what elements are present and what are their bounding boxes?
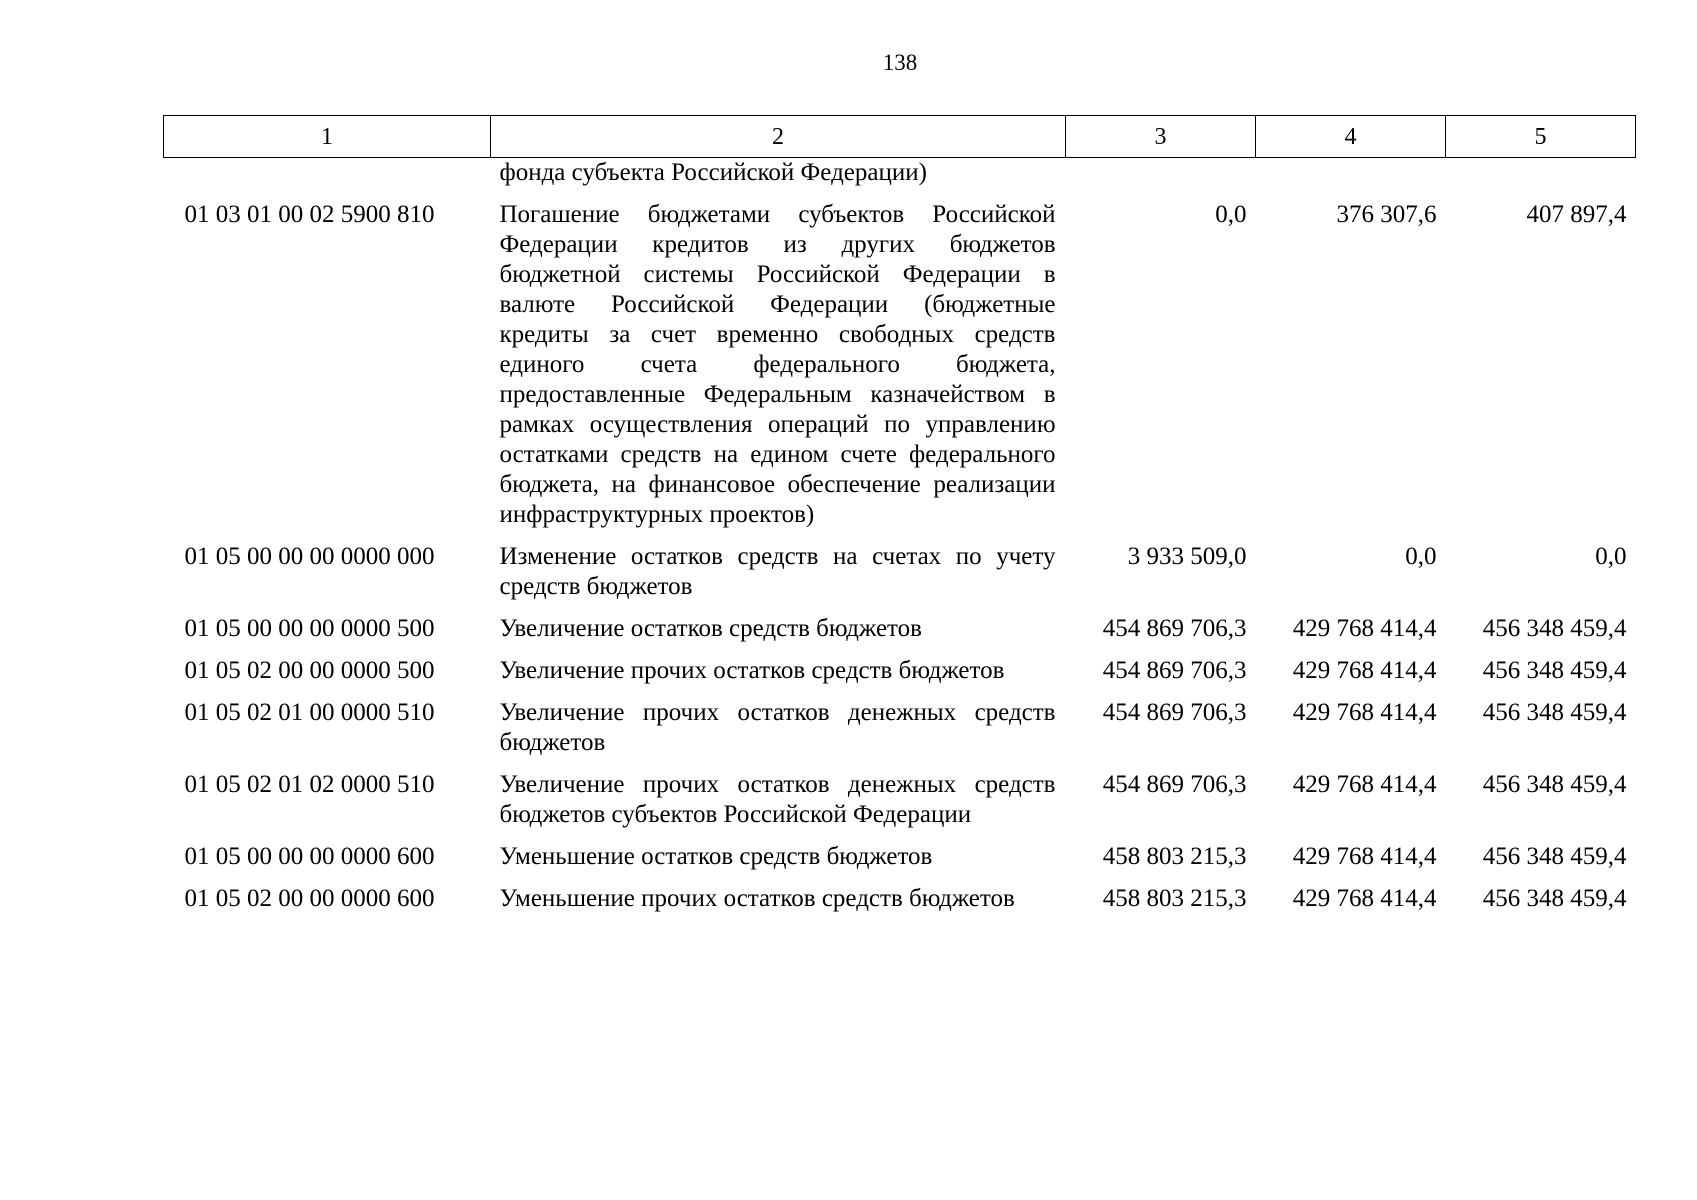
row-value-col5: 456 348 459,4 (1482, 615, 1627, 642)
row-value-col5: 456 348 459,4 (1482, 699, 1627, 726)
budget-sources-table (163, 115, 1636, 926)
continuation-row (164, 158, 1636, 201)
row-value-col5: 0,0 (1595, 543, 1627, 570)
row-name: Увеличение прочих остатков средств бюджетов (499, 657, 1005, 684)
row-value-col5: 456 348 459,4 (1482, 771, 1627, 798)
table-row (164, 842, 1636, 884)
column-header-4: 4 (1256, 116, 1446, 158)
row-value-col5: 456 348 459,4 (1482, 657, 1627, 684)
row-value-col3: 458 803 215,3 (1102, 885, 1247, 912)
row-name: Изменение остатков средств на счетах по учету средств бюджетов (499, 543, 1056, 600)
table-row (164, 200, 1636, 542)
continuation-code-cell (164, 158, 491, 201)
row-code: 01 05 02 01 00 0000 510 (184, 699, 435, 726)
row-value-col3: 3 933 509,0 (1127, 543, 1247, 570)
row-code: 01 03 01 00 02 5900 810 (184, 201, 435, 228)
row-code: 01 05 02 01 02 0000 510 (184, 771, 435, 798)
column-header-5: 5 (1446, 116, 1636, 158)
row-name: Уменьшение прочих остатков средств бюджетов (499, 885, 1015, 912)
row-code: 01 05 02 00 00 0000 500 (184, 657, 435, 684)
row-value-col5: 407 897,4 (1526, 201, 1627, 228)
continuation-text: фонда субъекта Российской Федерации) (499, 159, 927, 186)
row-value-col3: 458 803 215,3 (1102, 843, 1247, 870)
row-value-col4: 429 768 414,4 (1292, 657, 1437, 684)
table-header (164, 116, 1636, 158)
row-value-col4: 429 768 414,4 (1292, 699, 1437, 726)
table-row (164, 656, 1636, 698)
row-value-col4: 429 768 414,4 (1292, 885, 1437, 912)
row-code: 01 05 02 00 00 0000 600 (184, 885, 435, 912)
row-value-col4: 376 307,6 (1336, 201, 1437, 228)
column-header-3: 3 (1066, 116, 1256, 158)
header-row (164, 116, 1636, 158)
row-code: 01 05 00 00 00 0000 500 (184, 615, 435, 642)
table-row (164, 698, 1636, 770)
row-value-col3: 0,0 (1215, 201, 1247, 228)
row-value-col4: 429 768 414,4 (1292, 615, 1437, 642)
column-header-1: 1 (164, 116, 491, 158)
page-number: 138 (882, 50, 918, 75)
row-name: Погашение бюджетами субъектов Российской Федерации кредитов из других бюджетов бюджетной системы Российской Федерации в валюте Российской Федерации (бюджетные кредиты за счет временно свободных средств единого счета федерального бюджета, предоставленные Федеральным казначейством в рамках осуществления операций по управлению остатками средств на едином счете федерального бюджета, на финансовое обеспечение реализации инфраструктурных проектов) (499, 201, 1056, 528)
row-value-col4: 429 768 414,4 (1292, 771, 1437, 798)
row-value-col3: 454 869 706,3 (1102, 657, 1247, 684)
row-value-col5: 456 348 459,4 (1482, 843, 1627, 870)
row-name: Увеличение остатков средств бюджетов (499, 615, 922, 642)
row-value-col3: 454 869 706,3 (1102, 615, 1247, 642)
row-value-col4: 429 768 414,4 (1292, 843, 1437, 870)
row-value-col5: 456 348 459,4 (1482, 885, 1627, 912)
row-value-col4: 0,0 (1405, 543, 1437, 570)
table-body (164, 158, 1636, 927)
row-code: 01 05 00 00 00 0000 600 (184, 843, 435, 870)
row-value-col3: 454 869 706,3 (1102, 699, 1247, 726)
table-row (164, 884, 1636, 926)
row-name: Увеличение прочих остатков денежных средств бюджетов субъектов Российской Федерации (499, 771, 1056, 828)
row-code: 01 05 00 00 00 0000 000 (184, 543, 435, 570)
row-name: Уменьшение остатков средств бюджетов (499, 843, 933, 870)
table-row (164, 614, 1636, 656)
row-value-col3: 454 869 706,3 (1102, 771, 1247, 798)
row-name: Увеличение прочих остатков денежных средств бюджетов (499, 699, 1056, 756)
table-row (164, 542, 1636, 614)
column-header-2: 2 (491, 116, 1066, 158)
table-row (164, 770, 1636, 842)
